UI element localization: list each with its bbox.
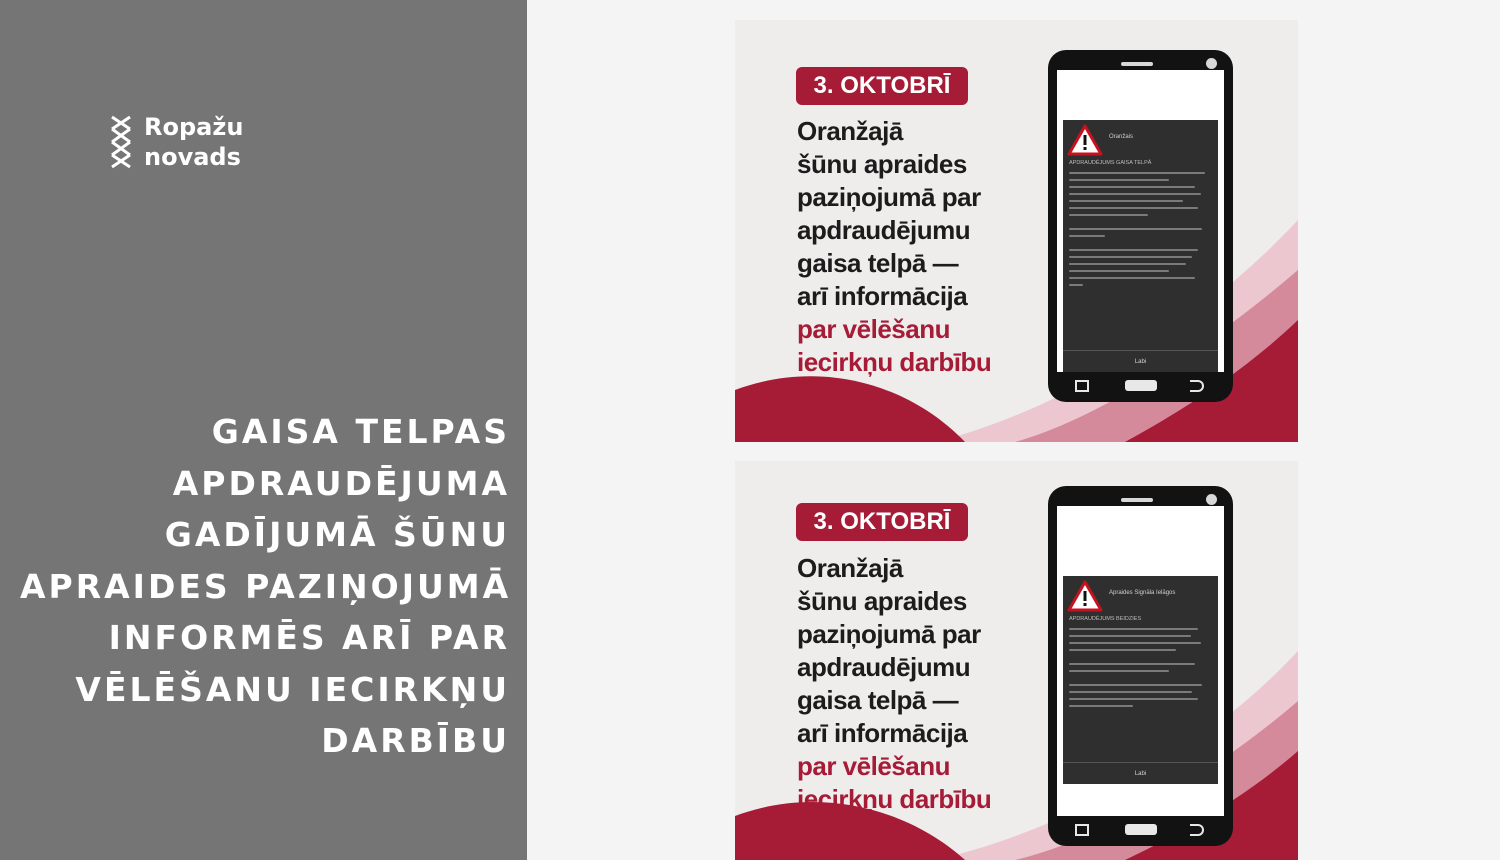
alert-ok-button: Labi (1134, 359, 1147, 365)
alert-dialog (1063, 120, 1218, 372)
card-text-line: paziņojumā par (797, 182, 981, 212)
alert-button-row (1063, 762, 1218, 784)
date-badge: 3. OKTOBRĪ (796, 503, 968, 541)
card-text-line: gaisa telpā — (797, 685, 959, 715)
warning-icon (1067, 580, 1103, 612)
back-icon (1190, 824, 1204, 836)
alert-title: Oranžais (1109, 134, 1134, 140)
phone-illustration (1048, 486, 1233, 846)
card-text-line: arī informācija (797, 281, 968, 311)
phone-nav-bar (1048, 820, 1233, 842)
home-icon (1125, 380, 1157, 391)
headline (20, 406, 510, 767)
logo[interactable] (110, 112, 243, 172)
ornament-icon (110, 115, 132, 169)
warning-icon (1067, 124, 1103, 156)
info-card-bottom[interactable] (735, 461, 1298, 860)
headline-line: DARBĪBU (321, 721, 510, 760)
card-accent-line: par vēlēšanu (797, 751, 950, 781)
card-text-line: paziņojumā par (797, 619, 981, 649)
headline-line: GADĪJUMĀ ŠŪNU (164, 515, 510, 554)
alert-ok-button: Labi (1134, 771, 1147, 777)
alert-subtitle: APDRAUDĒJUMS BEIDZIES (1069, 616, 1142, 622)
alert-title: Apraides Signāla Ielāgos (1109, 590, 1176, 596)
headline-line: APDRAUDĒJUMA (172, 463, 510, 503)
card-accent-line: iecirkņu darbību (797, 784, 992, 814)
left-panel (0, 0, 527, 860)
phone-speaker (1121, 62, 1153, 66)
home-icon (1125, 824, 1157, 835)
alert-body (1069, 172, 1212, 291)
info-card-top[interactable] (735, 20, 1298, 442)
card-text-line: šūnu apraides (797, 586, 967, 616)
back-icon (1190, 380, 1204, 392)
alert-body (1069, 628, 1212, 712)
card-text (797, 115, 1057, 379)
card-text-line: šūnu apraides (797, 149, 967, 179)
phone-screen (1057, 506, 1224, 816)
date-badge: 3. OKTOBRĪ (796, 67, 968, 105)
card-accent-line: iecirkņu darbību (797, 347, 992, 377)
phone-screen (1057, 70, 1224, 372)
logo-line-1: Ropažu (144, 113, 244, 141)
logo-text (144, 112, 243, 172)
alert-button-row (1063, 350, 1218, 372)
phone-illustration (1048, 50, 1233, 402)
phone-camera (1206, 58, 1217, 69)
headline-line: VĒLĒŠANU IECIRKŅU (75, 669, 510, 709)
headline-line: APRAIDES PAZIŅOJUMĀ (20, 566, 512, 606)
phone-camera (1206, 494, 1217, 505)
phone-speaker (1121, 498, 1153, 502)
alert-dialog (1063, 576, 1218, 784)
card-text-line: apdraudējumu (797, 652, 971, 682)
menu-icon (1075, 824, 1089, 836)
card-text-line: gaisa telpā — (797, 248, 959, 278)
logo-line-2: novads (144, 143, 241, 171)
menu-icon (1075, 380, 1089, 392)
card-text (797, 552, 1057, 816)
alert-subtitle: APDRAUDĒJUMS GAISA TELPĀ (1069, 160, 1152, 166)
card-text-line: apdraudējumu (797, 215, 971, 245)
phone-nav-bar (1048, 376, 1233, 398)
card-accent-line: par vēlēšanu (797, 314, 950, 344)
card-text-line: Oranžajā (797, 553, 903, 583)
card-text-line: Oranžajā (797, 116, 903, 146)
headline-line: GAISA TELPAS (211, 412, 510, 451)
headline-line: INFORMĒS ARĪ PAR (108, 618, 510, 657)
card-text-line: arī informācija (797, 718, 968, 748)
